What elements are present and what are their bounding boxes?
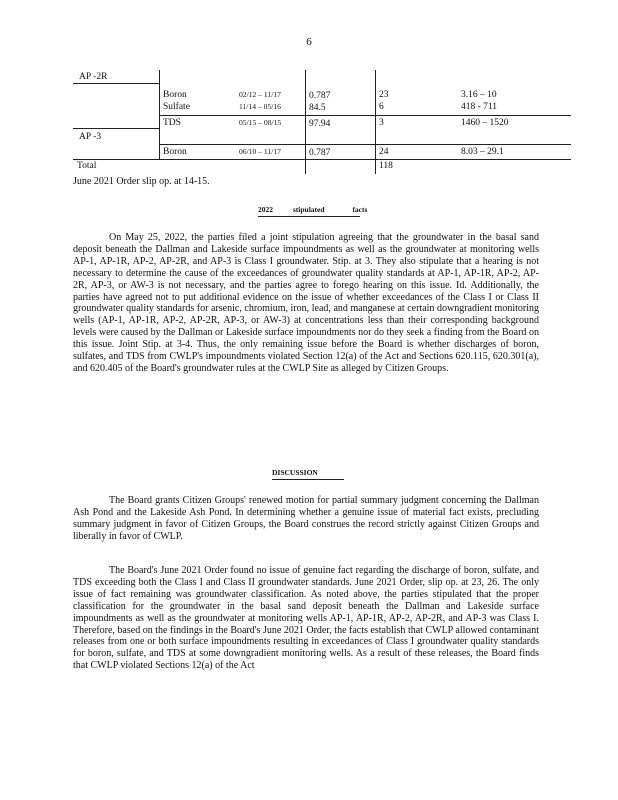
table-cell-count: 24 [379, 147, 389, 157]
paragraph-stipulated-facts: On May 25, 2022, the parties filed a joint stipulation agreeing that the groundwater in the basal sand deposit beneath the Dallman and Lakeside surface impoundments as well as the groundwater at monitoring wells AP-1, AP-1R, AP-2, AP-2R, and AP-3 is Class I groundwater. Stip. at 3. They also stipulate that a hearing is not necessary to determine the cause of the exceedances of groundwater quality standards at AP-1, AP-1R, AP-2, AP-2R, AP-3, or AW-3 is not necessary, and the parties agree to forego hearing on this issue. Id. Additionally, the parties have agreed not to put additional evidence on the issue of whether exceedances of the Class I or Class II groundwater quality standards for arsenic, chromium, iron, lead, and manganese at certain downgradient monitoring wells (AP-1, AP-1R, AP-2, AP-2R, AP-3, or AW-3) at concentrations less than their corresponding background levels were caused by the Dallman or Lakeside surface impoundments nor do they seek a finding from the Board on this issue. Joint Stip. at 3-4. Thus, the only remaining issue before the Board is whether discharges of boron, sulfates, and TDS from CWLP's impoundments violated Section 12(a) of the Act and Sections 620.115, 620.301(a), and 620.405 of the Board's groundwater rules at the CWLP Site as alleged by Citizen Groups. [73, 232, 539, 374]
table-cell-count: 23 [379, 90, 389, 100]
heading-word: facts [352, 205, 368, 214]
page-number: 6 [306, 36, 312, 48]
group-label-ap-3: AP -3 [79, 132, 102, 142]
table-cell-constituent: TDS [163, 118, 181, 128]
section-heading-stipulated-facts [258, 205, 368, 217]
table-cell-dates: 11/14 – 05/16 [239, 102, 281, 111]
table-total-value: 118 [379, 161, 393, 171]
table-cell-range: 1460 – 1520 [461, 118, 509, 128]
table-cell-dates: 05/15 – 08/15 [239, 118, 282, 127]
table-cell-count: 3 [379, 118, 384, 128]
table-cell-range: 418 - 711 [461, 102, 498, 112]
table-cell-count: 6 [379, 102, 384, 112]
section-heading-discussion: DISCUSSION [272, 468, 344, 480]
table-cell-constituent: Sulfate [163, 102, 190, 112]
table-cell-dates: 02/12 – 11/17 [239, 90, 281, 99]
paragraph-discussion-1: The Board grants Citizen Groups' renewed motion for partial summary judgment concerning the Dallman Ash Pond and the Lakeside Ash Pond. In determining whether a genuine issue of material fact exists, precluding summary judgment in favor of Citizen Groups, the Board construes the record strictly against Citizen Groups and liberally in favor of CWLP. [73, 495, 539, 542]
group-label-ap-2r: AP -2R [79, 72, 108, 82]
table-cell-value: 0.787 [309, 91, 331, 101]
heading-word: stipulated [292, 205, 325, 214]
table-cell-constituent: Boron [163, 90, 187, 100]
paragraph-discussion-2: The Board's June 2021 Order found no issue of genuine fact regarding the discharge of boron, sulfate, and TDS exceeding both the Class I and Class II groundwater standards. June 2021 Order, slip op. at 23, 26. The only issue of fact remaining was groundwater classification. As noted above, the parties stipulated that the proper classification for the groundwater in the basal sand deposit beneath the Dallman and Lakeside surface impoundments as well as the groundwater at monitoring wells AP-1, AP-1R, AP-2, AP-2R, and AP-3 was Class I. Therefore, based on the findings in the Board's June 2021 Order, the facts establish that CWLP allowed contaminant releases from one or both surface impoundments resulting in exceedances of Class I groundwater quality standards for boron, sulfate, and TDS at some downgradient monitoring wells. As a result of these releases, the Board finds that CWLP violated Sections 12(a) of the Act [73, 565, 539, 672]
heading-word: 2022 [258, 205, 273, 214]
table-cell-constituent: Boron [163, 147, 187, 157]
table-cell-dates: 06/10 – 11/17 [239, 147, 281, 156]
table-cell-value: 84.5 [309, 103, 326, 113]
source-citation: June 2021 Order slip op. at 14-15. [73, 176, 210, 187]
table-cell-range: 3.16 – 10 [461, 90, 497, 100]
table-cell-range: 8.03 – 29.1 [461, 147, 504, 157]
table-cell-value: 0.787 [309, 148, 331, 158]
table-total-label: Total [77, 161, 97, 171]
data-table [73, 70, 571, 174]
table-cell-value: 97.94 [309, 119, 331, 129]
